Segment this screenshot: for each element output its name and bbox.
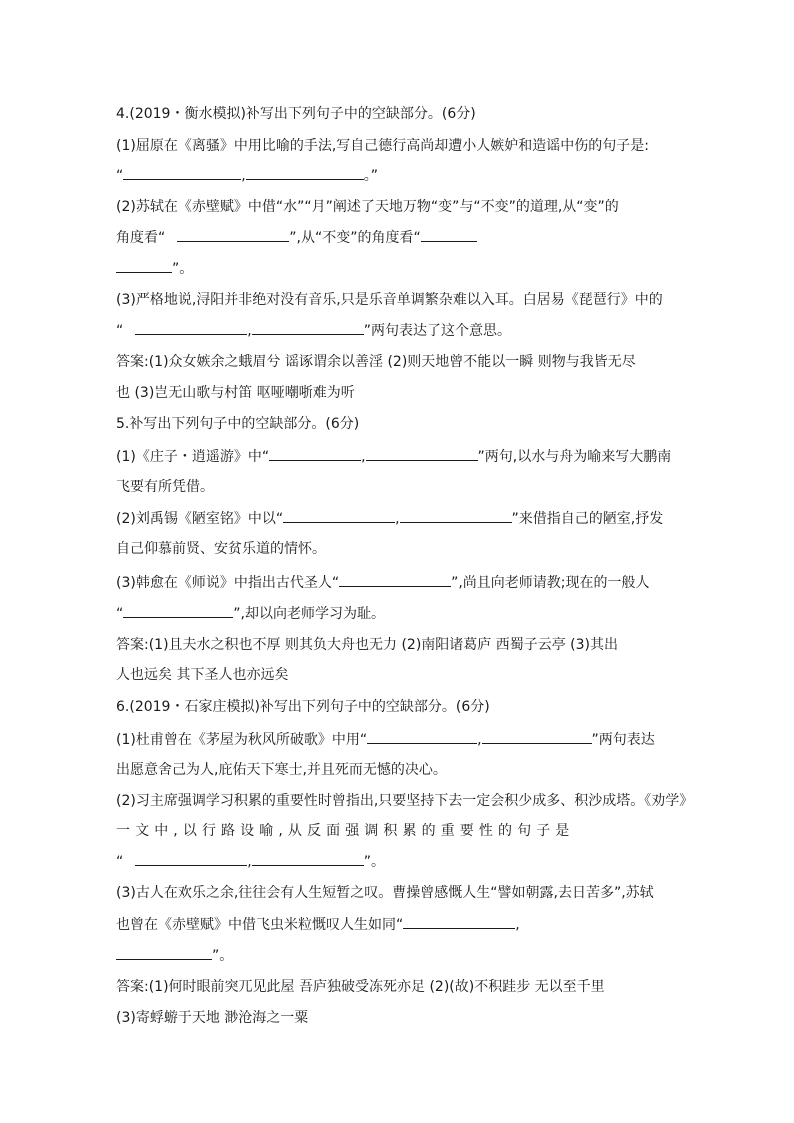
q5-p3-line2: “ ”,却以向老师学习为耻。 [116, 603, 686, 624]
q6-answer-line1: 答案:(1)何时眼前突兀见此屋 吾庐独破受冻死亦足 (2)(故)不积跬步 无以至千里 [116, 979, 605, 995]
answer-blank[interactable] [482, 729, 592, 744]
q4-answer-line2: 也 (3)岂无山歌与村笛 呕哑嘲哳难为听 [116, 385, 355, 401]
q6-p3-line3: ”。 [116, 945, 686, 966]
q5-p3-line1: (3)韩愈在《师说》中指出古代圣人“ ”,尚且向老师请教;现在的一般人 [116, 572, 686, 593]
answer-blank[interactable] [400, 508, 512, 523]
answer-blank[interactable] [252, 851, 364, 866]
q6-p2-line2: 一文中,以行路设喻,从反面强调积累的重要性的句子是 [116, 823, 575, 839]
q4-p1-line2: “ , 。” [116, 165, 686, 186]
q4-p1-line1: (1)屈原在《离骚》中用比喻的手法,写自己德行高尚却遭小人嫉妒和造谣中伤的句子是: [116, 138, 649, 154]
answer-blank[interactable] [123, 603, 233, 618]
answer-blank[interactable] [366, 446, 478, 461]
answer-blank[interactable] [283, 508, 395, 523]
q4-answer-line1: 答案:(1)众女嫉余之蛾眉兮 谣诼谓余以善淫 (2)则天地曾不能以一瞬 则物与我皆无尽 [116, 354, 636, 370]
answer-blank[interactable] [135, 851, 247, 866]
answer-blank[interactable] [123, 165, 241, 180]
q5-p2-line2: 自己仰慕前贤、安贫乐道的情怀。 [116, 541, 326, 557]
q5-p1-line2: 飞要有所凭借。 [116, 479, 214, 495]
q4-p3-line2: “ , ”两句表达了这个意思。 [116, 320, 686, 341]
answer-blank[interactable] [367, 729, 477, 744]
q6-p1-line1: (1)杜甫曾在《茅屋为秋风所破歌》中用“ , ”两句表达 [116, 729, 686, 750]
q6-p2-line1: (2)习主席强调学习积累的重要性时曾指出,只要坚持下去一定会积少成多、积沙成塔。《劝学》 [116, 793, 694, 809]
answer-blank[interactable] [339, 572, 451, 587]
q4-p2-line1: (2)苏轼在《赤壁赋》中借“水”“月”阐述了天地万物“变”与“不变”的道理,从“变”的 [116, 199, 619, 215]
answer-blank[interactable] [177, 227, 289, 242]
q4-heading: 4.(2019・衡水模拟)补写出下列句子中的空缺部分。(6分) [116, 106, 476, 122]
answer-blank[interactable] [269, 446, 361, 461]
q5-answer-line2: 人也远矣 其下圣人也亦远矣 [116, 667, 289, 683]
q6-p2-line3: “ , ”。 [116, 851, 686, 872]
answer-blank[interactable] [135, 320, 247, 335]
answer-blank[interactable] [246, 165, 364, 180]
q5-answer-line1: 答案:(1)且夫水之积也不厚 则其负大舟也无力 (2)南阳诸葛庐 西蜀子云亭 (3)其出 [116, 637, 619, 653]
answer-blank[interactable] [421, 227, 477, 242]
q6-p1-line2: 出愿意舍己为人,庇佑天下寒士,并且死而无憾的决心。 [116, 762, 447, 778]
q6-heading: 6.(2019・石家庄模拟)补写出下列句子中的空缺部分。(6分) [116, 699, 490, 715]
q5-p2-line1: (2)刘禹锡《陋室铭》中以“ , ”来借指自己的陋室,抒发 [116, 508, 686, 529]
answer-blank[interactable] [116, 258, 172, 273]
q4-p2-line3: ”。 [116, 258, 686, 279]
q6-answer-line2: (3)寄蜉蝣于天地 渺沧海之一粟 [116, 1010, 309, 1026]
q5-p1-line1: (1)《庄子・逍遥游》中“ , ”两句,以水与舟为喻来写大鹏南 [116, 446, 686, 467]
answer-blank[interactable] [116, 945, 212, 960]
answer-blank[interactable] [252, 320, 364, 335]
q4-p2-line2: 角度看“ ”,从“不变”的角度看“ [116, 227, 686, 248]
q5-heading: 5.补写出下列句子中的空缺部分。(6分) [116, 416, 360, 432]
q6-p3-line2: 也曾在《赤壁赋》中借飞虫米粒慨叹人生如同“ , [116, 914, 686, 935]
q6-p3-line1: (3)古人在欢乐之余,往往会有人生短暂之叹。曹操曾感慨人生“譬如朝露,去日苦多”,苏轼 [116, 885, 654, 901]
answer-blank[interactable] [403, 914, 515, 929]
q4-p3-line1: (3)严格地说,浔阳并非绝对没有音乐,只是乐音单调繁杂难以入耳。白居易《琵琶行》中的 [116, 292, 663, 308]
